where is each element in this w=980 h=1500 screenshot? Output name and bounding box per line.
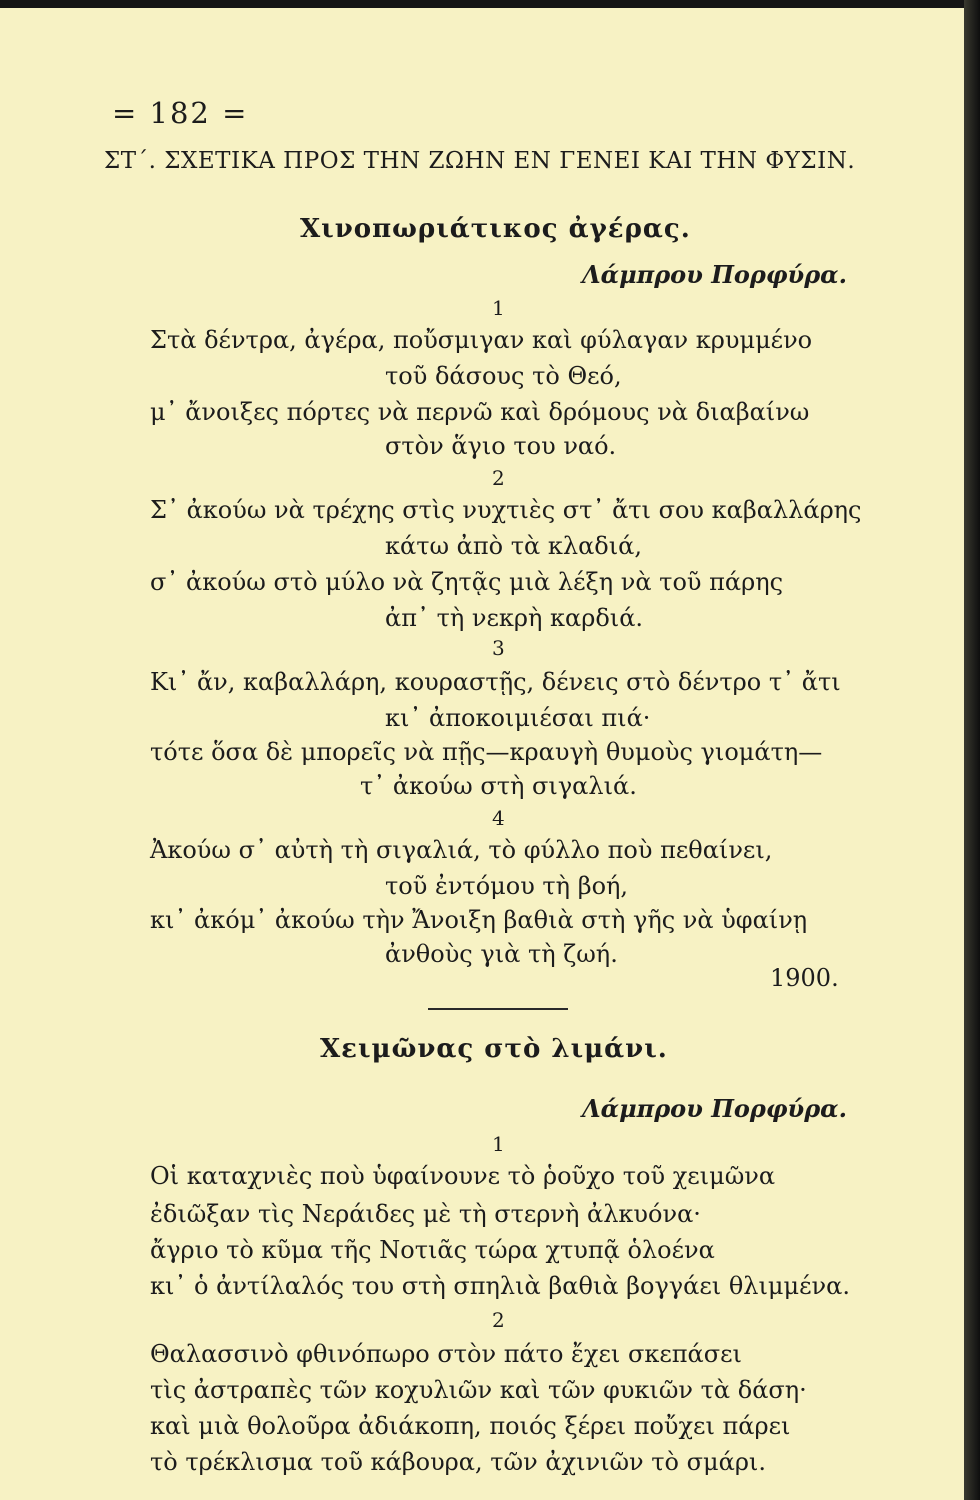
verse-line: Κι᾽ ἄν, καβαλλάρη, κουραστῇς, δένεις στὸ δέντρο τ᾽ ἄτι xyxy=(150,668,841,696)
verse-line: κι᾽ ἀκόμ᾽ ἀκούω τὴν Ἄνοιξη βαθιὰ στὴ γῆς νὰ ὑφαίνῃ xyxy=(150,906,808,934)
poem-title: Χειμῶνας στὸ λιμάνι. xyxy=(320,1034,668,1064)
verse-line: καὶ μιὰ θολοῦρα ἀδιάκοπη, ποιός ξέρει ποὔχει πάρει xyxy=(150,1412,791,1440)
verse-line: Στὰ δέντρα, ἀγέρα, ποὔσμιγαν καὶ φύλαγαν κρυμμένο xyxy=(150,326,813,354)
stanza-number: 4 xyxy=(492,806,505,830)
verse-line: ἀνθοὺς γιὰ τὴ ζωή. xyxy=(385,940,618,968)
verse-line: τοῦ ἐντόμου τὴ βοή, xyxy=(385,872,629,900)
separator-rule xyxy=(428,1008,568,1010)
verse-line: τ᾽ ἀκούω στὴ σιγαλιά. xyxy=(360,772,637,800)
verse-line: τὶς ἀστραπὲς τῶν κοχυλιῶν καὶ τῶν φυκιῶν τὰ δάση· xyxy=(150,1376,807,1404)
verse-line: τοῦ δάσους τὸ Θεό, xyxy=(385,362,622,390)
poem-year: 1900. xyxy=(770,964,839,992)
verse-line: ἄγριο τὸ κῦμα τῆς Νοτιᾶς τώρα χτυπᾷ ὁλοένα xyxy=(150,1236,715,1264)
stanza-number: 3 xyxy=(492,636,505,660)
verse-line: τὸ τρέκλισμα τοῦ κάβουρα, τῶν ἀχινιῶν τὸ σμάρι. xyxy=(150,1448,766,1476)
page-number: = 182 = xyxy=(112,96,249,130)
verse-line: κι᾽ ὁ ἀντίλαλός του στὴ σπηλιὰ βαθιὰ βογγάει θλιμμένα. xyxy=(150,1272,850,1300)
verse-line: σ᾽ ἀκούω στὸ μύλο νὰ ζητᾷς μιὰ λέξη νὰ τοῦ πάρης xyxy=(150,568,784,596)
verse-line: τότε ὅσα δὲ μπορεῖς νὰ πῇς—κραυγὴ θυμοὺς γιομάτη— xyxy=(150,738,823,766)
poem-author: Λάμπρου Πορφύρα. xyxy=(582,260,847,289)
book-page xyxy=(0,8,964,1500)
poem-title: Χινοπωριάτικος ἀγέρας. xyxy=(300,214,691,244)
stanza-number: 1 xyxy=(492,296,505,320)
stanza-number: 2 xyxy=(492,1308,505,1332)
verse-line: Ἀκούω σ᾽ αὐτὴ τὴ σιγαλιά, τὸ φύλλο ποὺ πεθαίνει, xyxy=(150,836,773,864)
verse-line: Θαλασσινὸ φθινόπωρο στὸν πάτο ἔχει σκεπάσει xyxy=(150,1340,742,1368)
verse-line: ἀπ᾽ τὴ νεκρὴ καρδιά. xyxy=(385,604,644,632)
verse-line: Σ᾽ ἀκούω νὰ τρέχης στὶς νυχτιὲς στ᾽ ἄτι σου καβαλλάρης xyxy=(150,496,862,524)
scan-right-edge xyxy=(964,0,980,1500)
verse-line: ἐδιῶξαν τὶς Νεράιδες μὲ τὴ στερνὴ ἀλκυόνα· xyxy=(150,1200,701,1228)
verse-line: κάτω ἀπὸ τὰ κλαδιά, xyxy=(385,532,642,560)
verse-line: κι᾽ ἀποκοιμιέσαι πιά· xyxy=(385,704,651,732)
stanza-number: 1 xyxy=(492,1132,505,1156)
verse-line: Οἱ καταχνιὲς ποὺ ὑφαίνουνε τὸ ῥοῦχο τοῦ χειμῶνα xyxy=(150,1162,776,1190)
section-heading: ΣΤ΄. ΣΧΕΤΙΚΑ ΠΡΟΣ ΤΗΝ ΖΩΗΝ ΕΝ ΓΕΝΕΙ ΚΑΙ ΤΗΝ ΦΥΣΙΝ. xyxy=(104,148,856,174)
stanza-number: 2 xyxy=(492,466,505,490)
verse-line: μ᾽ ἄνοιξες πόρτες νὰ περνῶ καὶ δρόμους νὰ διαβαίνω xyxy=(150,398,810,426)
poem-author: Λάμπρου Πορφύρα. xyxy=(582,1094,847,1123)
verse-line: στὸν ἅγιο του ναό. xyxy=(385,432,617,460)
